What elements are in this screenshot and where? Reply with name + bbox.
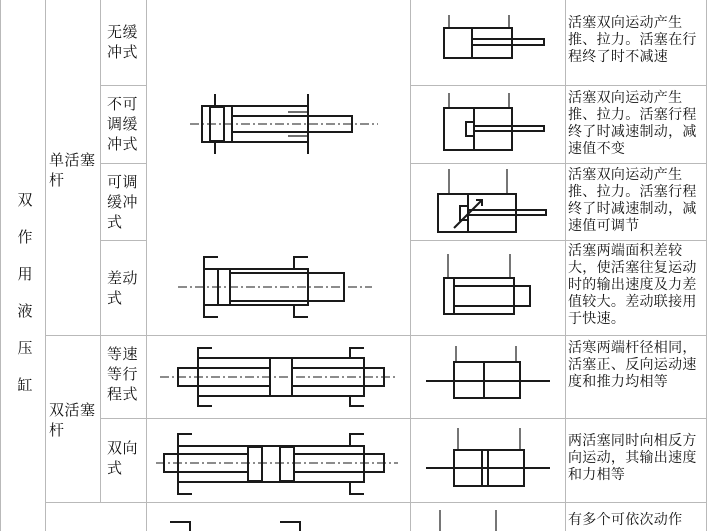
bidirectional-cylinder-drawing — [156, 428, 400, 498]
grid-line — [410, 85, 706, 86]
category-label — [12, 190, 38, 412]
type-equal-speed: 等速等行程式 — [107, 345, 139, 403]
group-name-single-rod: 单活塞杆 — [49, 151, 96, 189]
group-name-double-rod: 双活塞杆 — [49, 401, 96, 439]
grid-line — [410, 240, 706, 241]
type-no-cushion: 无缓冲式 — [107, 23, 139, 61]
grid-line — [706, 0, 707, 531]
grid-line — [0, 0, 1, 531]
type-differential: 差动式 — [107, 269, 139, 307]
grid-line — [100, 85, 146, 86]
partial-symbol — [430, 508, 550, 531]
grid-line — [100, 240, 146, 241]
differential-symbol — [432, 252, 552, 320]
type-adjustable-cushion: 可调缓冲式 — [107, 173, 139, 231]
type-fixed-cushion: 不可调缓冲式 — [107, 95, 139, 153]
grid-line — [100, 0, 101, 502]
description-bidirectional: 两活塞同时向相反方向运动，其输出速度和力相等 — [568, 433, 697, 483]
grid-line — [410, 163, 706, 164]
no-cushion-symbol — [432, 14, 552, 72]
grid-line — [146, 0, 147, 531]
single-rod-cylinder-drawing — [190, 92, 380, 156]
grid-line — [146, 418, 706, 419]
grid-line — [565, 0, 566, 531]
category-char: 缸 — [17, 376, 33, 394]
description-partial: 有多个可依次动作 — [568, 512, 683, 528]
grid-line — [100, 163, 146, 164]
grid-line — [100, 418, 146, 419]
description-equal-speed: 活寒两端杆径相同，活塞正、反向运动速度和推力均相等 — [568, 340, 697, 390]
category-char: 作 — [17, 228, 33, 246]
fixed-cushion-symbol — [432, 92, 552, 156]
adjustable-cushion-symbol — [432, 168, 552, 236]
partial-cylinder-drawing — [160, 510, 320, 531]
grid-line — [410, 0, 411, 531]
category-char: 液 — [17, 302, 33, 320]
category-char: 用 — [17, 265, 33, 283]
grid-line — [45, 502, 706, 503]
type-bidirectional: 双向式 — [107, 439, 139, 477]
grid-line — [45, 0, 46, 531]
description-no-cushion: 活塞双向运动产生推、拉力。活塞在行程终了时不减速 — [568, 15, 697, 65]
equal-speed-symbol — [426, 344, 556, 410]
description-adjustable-cushion: 活塞双向运动产生推、拉力。活塞行程终了时减速制动，减速值可调节 — [568, 167, 697, 234]
grid-line — [45, 335, 706, 336]
category-char: 压 — [17, 339, 33, 357]
differential-cylinder-drawing — [178, 253, 374, 321]
category-char: 双 — [17, 191, 33, 209]
bidirectional-symbol — [426, 426, 556, 498]
description-differential: 活塞两端面积差较大，使活塞往复运动时的输出速度及力差值较大。差动联接用于快速。 — [568, 243, 697, 327]
equal-speed-cylinder-drawing — [160, 344, 400, 410]
description-fixed-cushion: 活塞双向运动产生推、拉力。活塞行程终了时减速制动，减速值不变 — [568, 90, 697, 157]
